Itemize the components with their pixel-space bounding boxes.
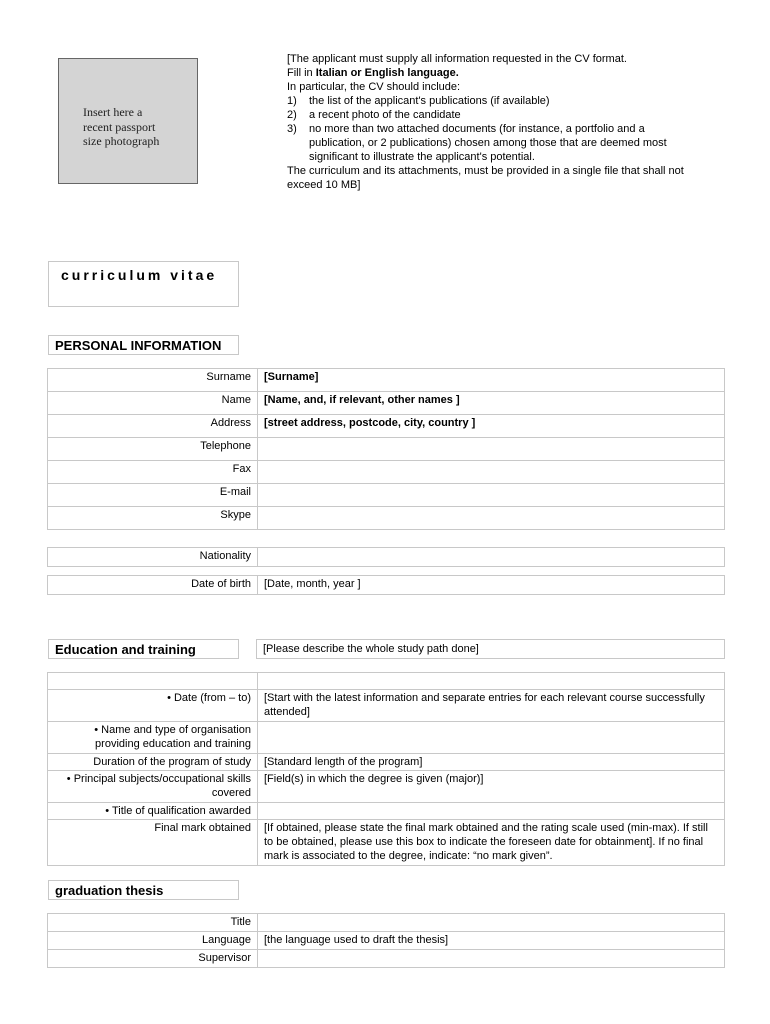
table-row <box>48 754 725 771</box>
thesis-table <box>47 913 725 968</box>
photo-placeholder[interactable] <box>58 58 198 184</box>
name-field[interactable]: [Name, and, if relevant, other names ] <box>258 392 725 415</box>
table-row <box>48 507 725 530</box>
qualification-field[interactable] <box>258 803 725 820</box>
table-row <box>48 690 725 722</box>
table-row <box>48 803 725 820</box>
field-label: • Principal subjects/occupational skills covered <box>48 771 258 803</box>
date-of-birth-field[interactable]: [Date, month, year ] <box>258 576 725 595</box>
program-duration-field[interactable]: [Standard length of the program] <box>258 754 725 771</box>
table-row <box>48 914 725 932</box>
instructions-item <box>287 94 687 108</box>
organisation-field[interactable] <box>258 722 725 754</box>
field-label: Final mark obtained <box>48 820 258 866</box>
field-label: • Title of qualification awarded <box>48 803 258 820</box>
table-row <box>48 438 725 461</box>
field-label: E-mail <box>48 484 258 507</box>
thesis-title-field[interactable] <box>258 914 725 932</box>
field-label: Supervisor <box>48 950 258 968</box>
skype-field[interactable] <box>258 507 725 530</box>
instructions-block <box>287 52 687 192</box>
item-number: 3) <box>287 123 297 135</box>
instructions-item <box>287 122 687 164</box>
item-text: the list of the applicant's publications (if available) <box>309 95 550 107</box>
table-row <box>48 415 725 438</box>
subjects-field[interactable]: [Field(s) in which the degree is given (major)] <box>258 771 725 803</box>
field-label: Title <box>48 914 258 932</box>
field-label: Fax <box>48 461 258 484</box>
field-label: Nationality <box>48 548 258 567</box>
field-label: Language <box>48 932 258 950</box>
field-label: Duration of the program of study <box>48 754 258 771</box>
education-table <box>47 672 725 866</box>
table-row <box>48 576 725 595</box>
spacer-cell <box>258 673 725 690</box>
surname-field[interactable]: [Surname] <box>258 369 725 392</box>
table-row <box>48 932 725 950</box>
table-row <box>48 673 725 690</box>
photo-placeholder-text: Insert here a recent passport size photograph <box>83 105 160 148</box>
education-heading: Education and training <box>48 639 239 659</box>
item-text: a recent photo of the candidate <box>309 109 461 121</box>
instructions-line: [The applicant must supply all information requested in the CV format. <box>287 53 627 65</box>
instructions-text: Fill in <box>287 67 316 79</box>
telephone-field[interactable] <box>258 438 725 461</box>
date-range-field[interactable]: [Start with the latest information and separate entries for each relevant course successfully attended] <box>258 690 725 722</box>
thesis-heading: graduation thesis <box>48 880 239 900</box>
table-row <box>48 392 725 415</box>
item-number: 1) <box>287 95 297 107</box>
table-row <box>48 820 725 866</box>
supervisor-field[interactable] <box>258 950 725 968</box>
field-label: • Name and type of organisation providing education and training <box>48 722 258 754</box>
instructions-line <box>287 66 687 80</box>
table-row <box>48 771 725 803</box>
field-label: Skype <box>48 507 258 530</box>
field-label: Address <box>48 415 258 438</box>
table-row <box>48 484 725 507</box>
instructions-emphasis: Italian or English language. <box>315 67 459 79</box>
personal-info-heading: PERSONAL INFORMATION <box>48 335 239 355</box>
field-label: Telephone <box>48 438 258 461</box>
table-row <box>48 950 725 968</box>
thesis-language-field[interactable]: [the language used to draft the thesis] <box>258 932 725 950</box>
nationality-table <box>47 547 725 567</box>
address-field[interactable]: [street address, postcode, city, country ] <box>258 415 725 438</box>
instructions-line: The curriculum and its attachments, must be provided in a single file that shall not exceed 10 MB] <box>287 165 684 191</box>
table-row <box>48 548 725 567</box>
table-row <box>48 369 725 392</box>
table-row <box>48 722 725 754</box>
field-label: Date of birth <box>48 576 258 595</box>
field-label: Surname <box>48 369 258 392</box>
dob-table <box>47 575 725 595</box>
email-field[interactable] <box>258 484 725 507</box>
instructions-item <box>287 108 687 122</box>
personal-info-table <box>47 368 725 530</box>
nationality-field[interactable] <box>258 548 725 567</box>
table-row <box>48 461 725 484</box>
cv-title: curriculum vitae <box>48 261 239 307</box>
instructions-line: In particular, the CV should include: <box>287 81 461 93</box>
field-label: • Date (from – to) <box>48 690 258 722</box>
item-number: 2) <box>287 109 297 121</box>
education-description[interactable]: [Please describe the whole study path done] <box>256 639 725 659</box>
item-text: no more than two attached documents (for instance, a portfolio and a publication, or 2 publications) chosen among those that are deemed most significant to illustrate the applicant's potential. <box>309 123 667 163</box>
final-mark-field[interactable]: [If obtained, please state the final mark obtained and the rating scale used (min-max). If still to be obtained, please use this box to indicate the foreseen date for obtainment]. If no final mark is associated to the degree, indicate: “no mark given”. <box>258 820 725 866</box>
field-label: Name <box>48 392 258 415</box>
fax-field[interactable] <box>258 461 725 484</box>
spacer-cell <box>48 673 258 690</box>
